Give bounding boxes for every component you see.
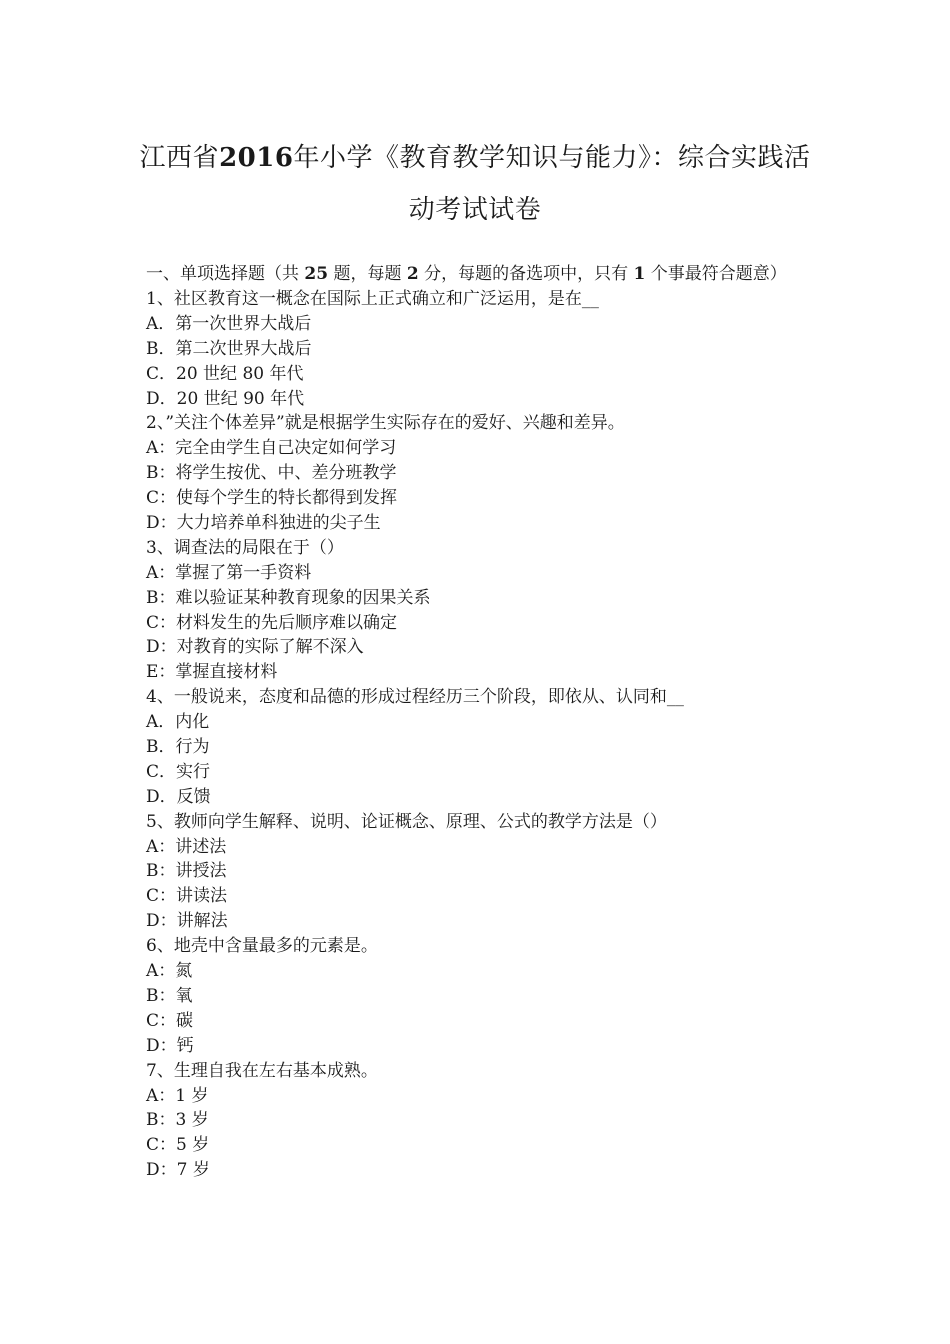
answer-option: B．第二次世界大战后 <box>146 338 312 359</box>
answer-option: A．内化 <box>146 712 210 733</box>
answer-option: D：讲解法 <box>146 911 228 932</box>
answer-option: D：大力培养单科独进的尖子生 <box>146 513 381 534</box>
section-prefix: 一、单项选择题（共 <box>146 264 305 284</box>
title-year: 2016 <box>219 143 294 173</box>
correct-count: 1 <box>633 264 646 284</box>
document-title <box>120 132 830 236</box>
answer-option: C：讲读法 <box>146 886 228 907</box>
answer-option: B：将学生按优、中、差分班教学 <box>146 463 397 484</box>
question-stem: 5、教师向学生解释、说明、论证概念、原理、公式的教学方法是（） <box>146 811 667 832</box>
answer-option: C：5 岁 <box>146 1135 210 1156</box>
question-lines <box>146 287 810 1183</box>
answer-option: E：掌握直接材料 <box>146 662 278 683</box>
answer-option: C：材料发生的先后顺序难以确定 <box>146 612 398 633</box>
answer-option: A：讲述法 <box>146 836 227 857</box>
question-list <box>146 262 810 1183</box>
title-line-2: 动考试试卷 <box>408 195 542 225</box>
answer-option: C．20 世纪 80 年代 <box>146 363 304 384</box>
title-line-1 <box>120 132 830 184</box>
title-text-post: 年小学《教育教学知识与能力》：综合实践活 <box>293 143 811 173</box>
answer-option: B：3 岁 <box>146 1110 209 1131</box>
answer-option: A：掌握了第一手资料 <box>146 562 312 583</box>
question-count: 25 <box>304 264 329 284</box>
answer-option: A：1 岁 <box>146 1085 209 1106</box>
answer-option: D：钙 <box>146 1035 194 1056</box>
question-stem: 6、地壳中含量最多的元素是。 <box>146 936 378 957</box>
question-stem: 2、”关注个体差异”就是根据学生实际存在的爱好、兴趣和差异。 <box>146 413 625 434</box>
answer-option: B：讲授法 <box>146 861 227 882</box>
section-suffix: 个事最符合题意） <box>645 264 787 284</box>
answer-option: D：对教育的实际了解不深入 <box>146 637 364 658</box>
question-stem: 3、调查法的局限在于（） <box>146 537 344 558</box>
question-stem: 4、一般说来，态度和品德的形成过程经历三个阶段，即依从、认同和__ <box>146 687 684 708</box>
answer-option: A．第一次世界大战后 <box>146 313 312 334</box>
section-mid-1: 题，每题 <box>328 264 407 284</box>
answer-option: A：氮 <box>146 961 193 982</box>
section-heading <box>146 262 810 286</box>
answer-option: A：完全由学生自己决定如何学习 <box>146 438 397 459</box>
question-stem: 7、生理自我在左右基本成熟。 <box>146 1060 378 1081</box>
answer-option: D．20 世纪 90 年代 <box>146 388 305 409</box>
answer-option: D：7 岁 <box>146 1160 210 1181</box>
section-mid-2: 分，每题的备选项中，只有 <box>418 264 634 284</box>
answer-option: B．行为 <box>146 737 210 758</box>
points-per-question: 2 <box>406 264 419 284</box>
answer-option: B：难以验证某种教育现象的因果关系 <box>146 587 431 608</box>
answer-option: C：碳 <box>146 1010 194 1031</box>
title-text-pre: 江西省 <box>139 143 220 173</box>
question-stem: 1、社区教育这一概念在国际上正式确立和广泛运用，是在__ <box>146 289 599 309</box>
answer-option: C．实行 <box>146 761 211 782</box>
answer-option: C：使每个学生的特长都得到发挥 <box>146 488 398 509</box>
answer-option: D．反馈 <box>146 786 211 807</box>
answer-option: B：氧 <box>146 985 193 1006</box>
